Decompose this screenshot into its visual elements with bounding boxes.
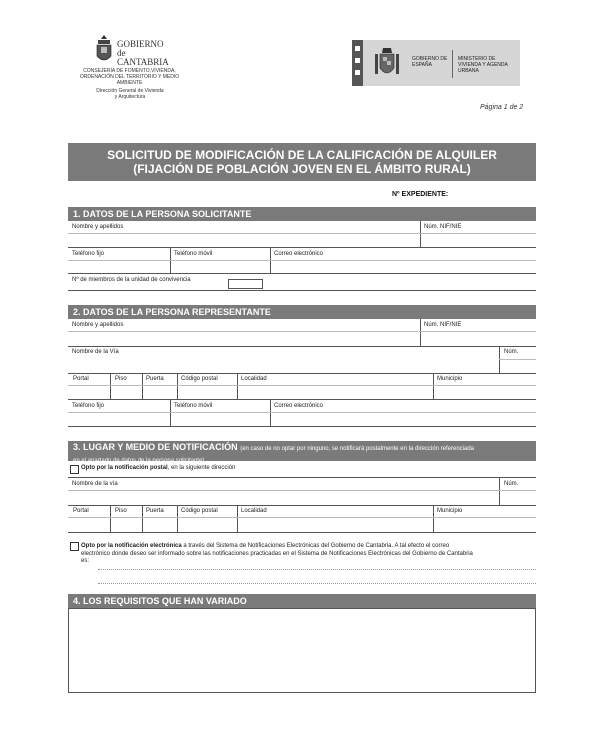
s2-localidad-label: Localidad	[241, 376, 267, 382]
requisitos-textarea[interactable]	[68, 608, 536, 693]
s2-portal-label: Portal	[73, 376, 89, 382]
s3-localidad-label: Localidad	[241, 508, 267, 514]
section3-title: 3. LUGAR Y MEDIO DE NOTIFICACIÓN	[73, 442, 238, 452]
s2-via-field[interactable]	[68, 358, 499, 373]
gobierno-espana-logo	[352, 40, 520, 86]
s3-num-label: Núm.	[504, 481, 519, 487]
logo-line2: de	[117, 48, 126, 58]
form-title-line2: (FIJACIÓN DE POBLACIÓN JOVEN EN EL ÁMBITO RURAL)	[133, 162, 471, 176]
gobierno-espana-text: GOBIERNO DE ESPAÑA	[412, 56, 448, 68]
logo-line1: GOBIERNO	[117, 39, 164, 49]
s2-num-field[interactable]	[500, 360, 536, 373]
s1-nif-field[interactable]	[421, 234, 536, 247]
section3-note-line2: en el apartado de datos de la persona solicitante)	[73, 458, 205, 464]
s1-nombre-field[interactable]	[68, 234, 420, 247]
electronica-checkbox[interactable]	[70, 542, 79, 551]
spain-coat-of-arms-icon	[374, 46, 400, 80]
s3-piso-label: Piso	[115, 508, 127, 514]
page-number: Página 1 de 2	[480, 104, 524, 111]
s3-piso-field[interactable]	[111, 518, 142, 532]
postal-option-bold: Opto por la notificación postal	[81, 465, 168, 471]
logo-stripe	[352, 40, 363, 86]
s2-cp-label: Código postal	[181, 376, 218, 382]
electronica-line3: es:	[81, 558, 90, 564]
s2-correo-field[interactable]	[271, 413, 536, 426]
form-title	[68, 143, 536, 181]
s2-nif-field[interactable]	[421, 332, 536, 346]
logo-separator	[452, 50, 453, 78]
s1-nif-label: Núm. NIF/NIE	[424, 224, 462, 230]
divider	[68, 426, 536, 427]
s3-cp-label: Código postal	[181, 508, 218, 514]
email-dotted-line-2[interactable]	[98, 583, 536, 584]
divider	[68, 505, 536, 506]
s2-puerta-field[interactable]	[143, 386, 177, 399]
section3-header	[68, 441, 536, 464]
electronica-option-text	[81, 542, 536, 550]
s2-piso-label: Piso	[115, 376, 127, 382]
s2-municipio-field[interactable]	[434, 386, 536, 399]
s2-nombre-field[interactable]	[68, 332, 420, 346]
divider	[68, 532, 536, 533]
s3-municipio-field[interactable]	[434, 518, 536, 532]
divider	[68, 373, 536, 374]
s2-municipio-label: Municipio	[437, 376, 463, 382]
s3-via-label: Nombre de la vía	[72, 481, 118, 487]
form-title-line1: SOLICITUD DE MODIFICACIÓN DE LA CALIFICACIÓN DE ALQUILER	[107, 148, 497, 162]
s2-via-label: Nombre de la Vía	[72, 349, 119, 355]
s2-nombre-label: Nombre y apellidos	[72, 322, 124, 328]
divider	[68, 247, 536, 248]
s2-telefono-movil-label: Teléfono móvil	[174, 403, 213, 409]
direccion-text: Dirección General de Vivienda y Arquitectura	[96, 88, 164, 100]
divider	[68, 290, 536, 291]
s1-telefono-fijo-field[interactable]	[68, 261, 170, 273]
s1-telefono-movil-field[interactable]	[171, 261, 270, 273]
section3-note-line1: (en caso de no optar por ninguno, se notificará postalmente en la dirección referenciada	[240, 446, 475, 452]
s1-telefono-movil-label: Teléfono móvil	[174, 251, 213, 257]
s2-nif-label: Núm. NIF/NIE	[424, 322, 462, 328]
s3-num-field[interactable]	[500, 491, 536, 505]
s2-telefono-fijo-label: Teléfono fijo	[72, 403, 105, 409]
section2-header: 2. DATOS DE LA PERSONA REPRESENTANTE	[68, 305, 536, 319]
s1-miembros-field[interactable]	[228, 279, 263, 289]
electronica-line2: electrónico donde deseo ser informado sobre las notificaciones practicadas en el Sistema de Notificaciones Electrónicas del Gobierno de Cantabria	[81, 551, 473, 557]
postal-option-label	[81, 465, 235, 471]
s2-piso-field[interactable]	[111, 386, 142, 399]
s1-correo-field[interactable]	[271, 261, 536, 273]
s2-cp-field[interactable]	[178, 386, 237, 399]
s2-correo-label: Correo electrónico	[274, 403, 324, 409]
logo-line3: CANTABRIA	[117, 57, 169, 67]
s3-cp-field[interactable]	[178, 518, 237, 532]
s3-municipio-label: Municipio	[437, 508, 463, 514]
s3-via-field[interactable]	[68, 491, 499, 505]
electronica-option-bold: Opto por la notificación electrónica	[81, 543, 182, 549]
s2-num-label: Núm.	[504, 349, 519, 355]
s2-telefono-fijo-field[interactable]	[68, 413, 170, 426]
ministerio-text: MINISTERIO DE VIVIENDA Y AGENDA URBANA	[458, 56, 508, 74]
postal-option-rest: , en la siguiente dirección	[167, 465, 236, 471]
s3-localidad-field[interactable]	[238, 518, 433, 532]
s3-puerta-field[interactable]	[143, 518, 177, 532]
s1-telefono-fijo-label: Teléfono fijo	[72, 251, 105, 257]
divider	[68, 399, 536, 400]
s3-portal-label: Portal	[73, 508, 89, 514]
section4-header: 4. LOS REQUISITOS QUE HAN VARIADO	[68, 594, 536, 608]
s1-miembros-label: Nº de miembros de la unidad de convivencia	[72, 277, 191, 283]
section1-header: 1. DATOS DE LA PERSONA SOLICITANTE	[68, 207, 536, 221]
s1-correo-label: Correo electrónico	[274, 251, 324, 257]
s2-portal-field[interactable]	[68, 386, 110, 399]
postal-checkbox[interactable]	[70, 465, 79, 474]
consejeria-text: CONSEJERÍA DE FOMENTO,VIVIENDA, ORDENACIÓN DEL TERRITORIO Y MEDIO AMBIENTE	[79, 68, 180, 86]
email-dotted-line-1[interactable]	[98, 569, 536, 570]
s3-portal-field[interactable]	[68, 518, 110, 532]
electronica-line1: a través del Sistema de Notificaciones Electrónicas del Gobierno de Cantabria. A tal efecto el correo	[181, 543, 450, 549]
s3-puerta-label: Puerta	[146, 508, 164, 514]
divider	[68, 477, 536, 478]
expediente-label: Nº EXPEDIENTE:	[392, 191, 449, 198]
divider	[68, 346, 536, 347]
s2-puerta-label: Puerta	[146, 376, 164, 382]
s2-localidad-field[interactable]	[238, 386, 433, 399]
divider	[68, 273, 536, 274]
s2-telefono-movil-field[interactable]	[171, 413, 270, 426]
s1-nombre-label: Nombre y apellidos	[72, 224, 124, 230]
cantabria-crest-icon	[95, 34, 113, 64]
